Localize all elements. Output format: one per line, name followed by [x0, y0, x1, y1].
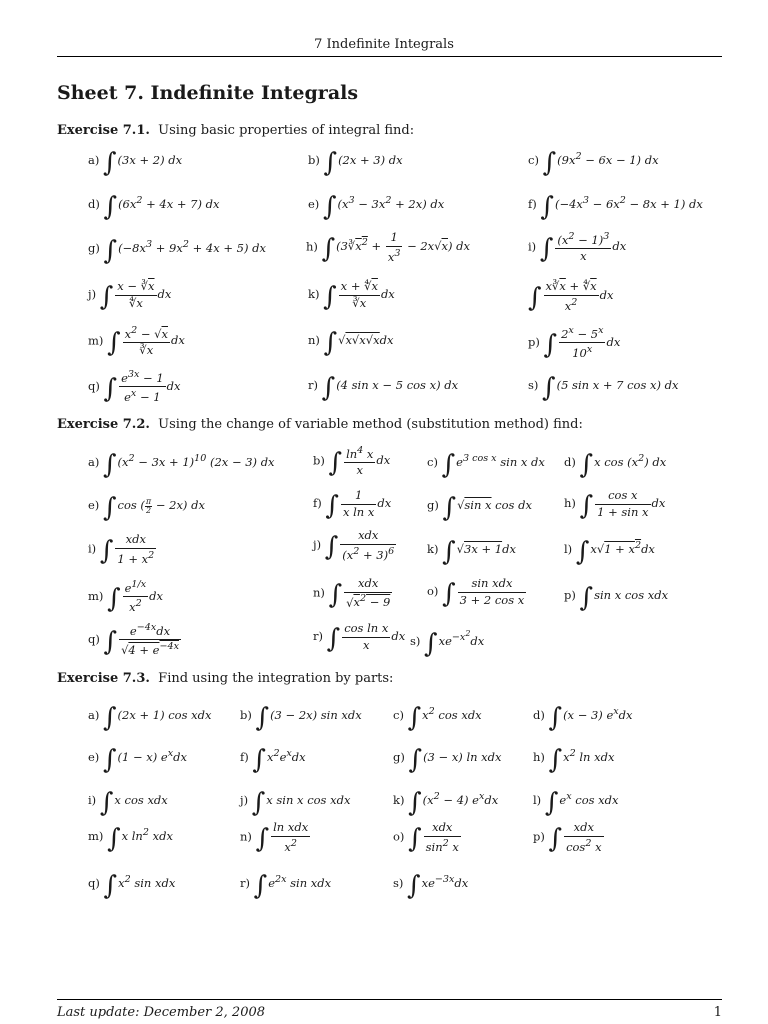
exercise-instruction: Using the change of variable method (substitution method) find: [158, 417, 583, 432]
exercise-item: m) ∫x $\ln^2$ xdx [88, 824, 173, 854]
exercise-item: ∫ $\frac{x∛\overline{x} + ∜\overline{x}}{x^2}$ dx [528, 279, 614, 314]
exercise-instruction: Find using the integration by parts: [158, 671, 394, 686]
exercise-item: k) ∫ $\frac{x + ∜\overline{x}}{∛\overline{x}}$ dx [308, 279, 395, 312]
exercise-item: e) ∫cos ( $\frac{\pi}{2}$ − 2x) dx [88, 493, 205, 523]
exercise-item: j) ∫ xdx $(x^2 + 3)^6$ [313, 528, 395, 563]
exercise-number: Exercise 7.1. [57, 123, 150, 138]
exercise-item: i) ∫x cos xdx [88, 788, 168, 818]
exercise-item: s) $\int xe^{-x^2}dx$ [410, 629, 485, 660]
exercise-item: l) $\int e^x$ cos xdx [533, 788, 619, 818]
exercise-item: r) $\int e^{2x}$ sin xdx [240, 871, 332, 901]
exercise-item: d) ∫(x − 3) $e^xdx$ [533, 703, 633, 733]
exercise-item: b) ∫(3 − 2x) sin xdx [240, 703, 362, 733]
exercise-item: m) ∫ $\frac{x^2 - √x}{∛\overline{x}}$ dx [88, 325, 185, 359]
exercise-item: k) ∫√3x + 1dx [427, 537, 516, 567]
exercise-item: o) ∫ xdx $\sin^2 x$ [393, 820, 459, 855]
exercise-item: j) ∫x sin x cos xdx [240, 788, 351, 818]
exercise-item: a) ∫(2x + 1) cos xdx [88, 703, 212, 733]
page-title: Sheet 7. Indefinite Integrals [57, 82, 359, 104]
exercise-item: h) ∫ $\frac{\text{cos x}}{\text{1 + sin x}}$ dx [564, 488, 666, 521]
running-header: 7 Indefinite Integrals [314, 37, 454, 52]
exercise-item: d) $\int(6x^2 + 4x + 7)$ dx [88, 192, 220, 222]
exercise-item: o) ∫ sin xdx 3 + 2 cos x [427, 576, 525, 609]
exercise-item: g) ∫(3 − x) ln xdx [393, 745, 502, 775]
exercise-7-2-heading [57, 417, 583, 432]
exercise-item: k) $\int(x^2 - 4)$ $e^xdx$ [393, 788, 499, 818]
exercise-item: c) $\int x^2$ cos xdx [393, 703, 482, 733]
exercise-item: g) ∫√sin x cos dx [427, 493, 532, 523]
exercise-item: b) ∫ $\frac{\ln^4 x}{x}$ dx [313, 445, 391, 479]
exercise-item: a) ∫(3x + 2) dx [88, 148, 183, 178]
header-rule [57, 56, 722, 57]
exercise-item: i) ∫ xdx $1 + x^2$ [88, 532, 155, 567]
exercise-item: n) ∫ xdx $√x^2 - 9$ [313, 576, 391, 611]
exercise-item: g) $\int(-8x^3 + 9x^2 + 4x + 5)$ dx [88, 236, 266, 266]
exercise-item: l) $\int x√1 + x^2dx$ [564, 537, 655, 567]
exercise-7-3-heading [57, 671, 393, 686]
exercise-item: n) ∫ ln xdx $x^2$ [240, 820, 309, 855]
exercise-item: q) $\int x^2$ sin xdx [88, 871, 176, 901]
exercise-item: b) ∫(2x + 3) dx [308, 148, 403, 178]
exercise-item: m) ∫ $\frac{e^{1/x}}{x^2}$ dx [88, 579, 164, 615]
exercise-item: f) ∫ $\frac{1}{\text{x ln x}}$ dx [313, 488, 392, 521]
exercise-item: q) ∫ $\frac{e^{3x} - 1}{e^x - 1}$ dx [88, 369, 181, 405]
exercise-item: n) ∫√x√x√xdx [308, 328, 394, 358]
exercise-item: e) ∫(1 − x) $e^xdx$ [88, 745, 187, 775]
page-number: 1 [713, 1005, 722, 1020]
exercise-item: j) ∫ $\frac{x - ∛\overline{x}}{∜\overline{x}}$ dx [88, 279, 172, 312]
exercise-item: c) $\int(9x^2 - 6x - 1)$ dx [528, 148, 659, 178]
exercise-item: i) ∫ $\frac{(x^2 - 1)^3}{x}$ dx [528, 231, 627, 265]
exercise-item: p) ∫ xdx $\cos^2 x$ [533, 820, 602, 855]
exercise-item: r) ∫ $\frac{\text{cos ln x}}{x}$ dx [313, 621, 406, 654]
exercise-item: c) $\int e^{3 cos x}$ sin x dx [427, 450, 545, 480]
exercise-item: p) ∫sin x cos xdx [564, 583, 669, 613]
exercise-item: d) ∫x $\cos (x^2)$ dx [564, 450, 667, 480]
last-update: Last update: December 2, 2008 [57, 1005, 266, 1020]
exercise-item: h) $\int(3∛x^2$ + $\frac{1}{x^3}$ − 2x√x) dx [306, 230, 470, 265]
footer-rule [57, 999, 722, 1000]
exercise-item: r) ∫(4 sin x − 5 cos x) dx [308, 373, 459, 403]
exercise-item: s) $\int xe^{-3x}dx$ [393, 871, 469, 901]
exercise-item: s) ∫(5 sin x + 7 cos x) dx [528, 373, 679, 403]
exercise-item: a) $\int(x^2 - 3x + 1)^{10}$ (2x − 3) dx [88, 450, 275, 480]
exercise-7-1-heading [57, 123, 414, 138]
exercise-item: q) ∫ $e^{-4x}dx$ $√4 + e^{-4x}$ [88, 622, 179, 658]
exercise-number: Exercise 7.2. [57, 417, 150, 432]
exercise-item: h) $\int x^2$ ln xdx [533, 745, 615, 775]
exercise-number: Exercise 7.3. [57, 671, 150, 686]
exercise-item: f) $\int x^2e^xdx$ [240, 745, 306, 775]
exercise-item: f) $\int(-4x^3 - 6x^2 - 8x + 1)$ dx [528, 192, 703, 222]
exercise-item: p) ∫ $\frac{2^x - 5^x}{10^x}$ dx [528, 325, 621, 361]
exercise-item: e) $\int(x^3 - 3x^2 + 2x)$ dx [308, 192, 445, 222]
exercise-instruction: Using basic properties of integral find: [158, 123, 415, 138]
